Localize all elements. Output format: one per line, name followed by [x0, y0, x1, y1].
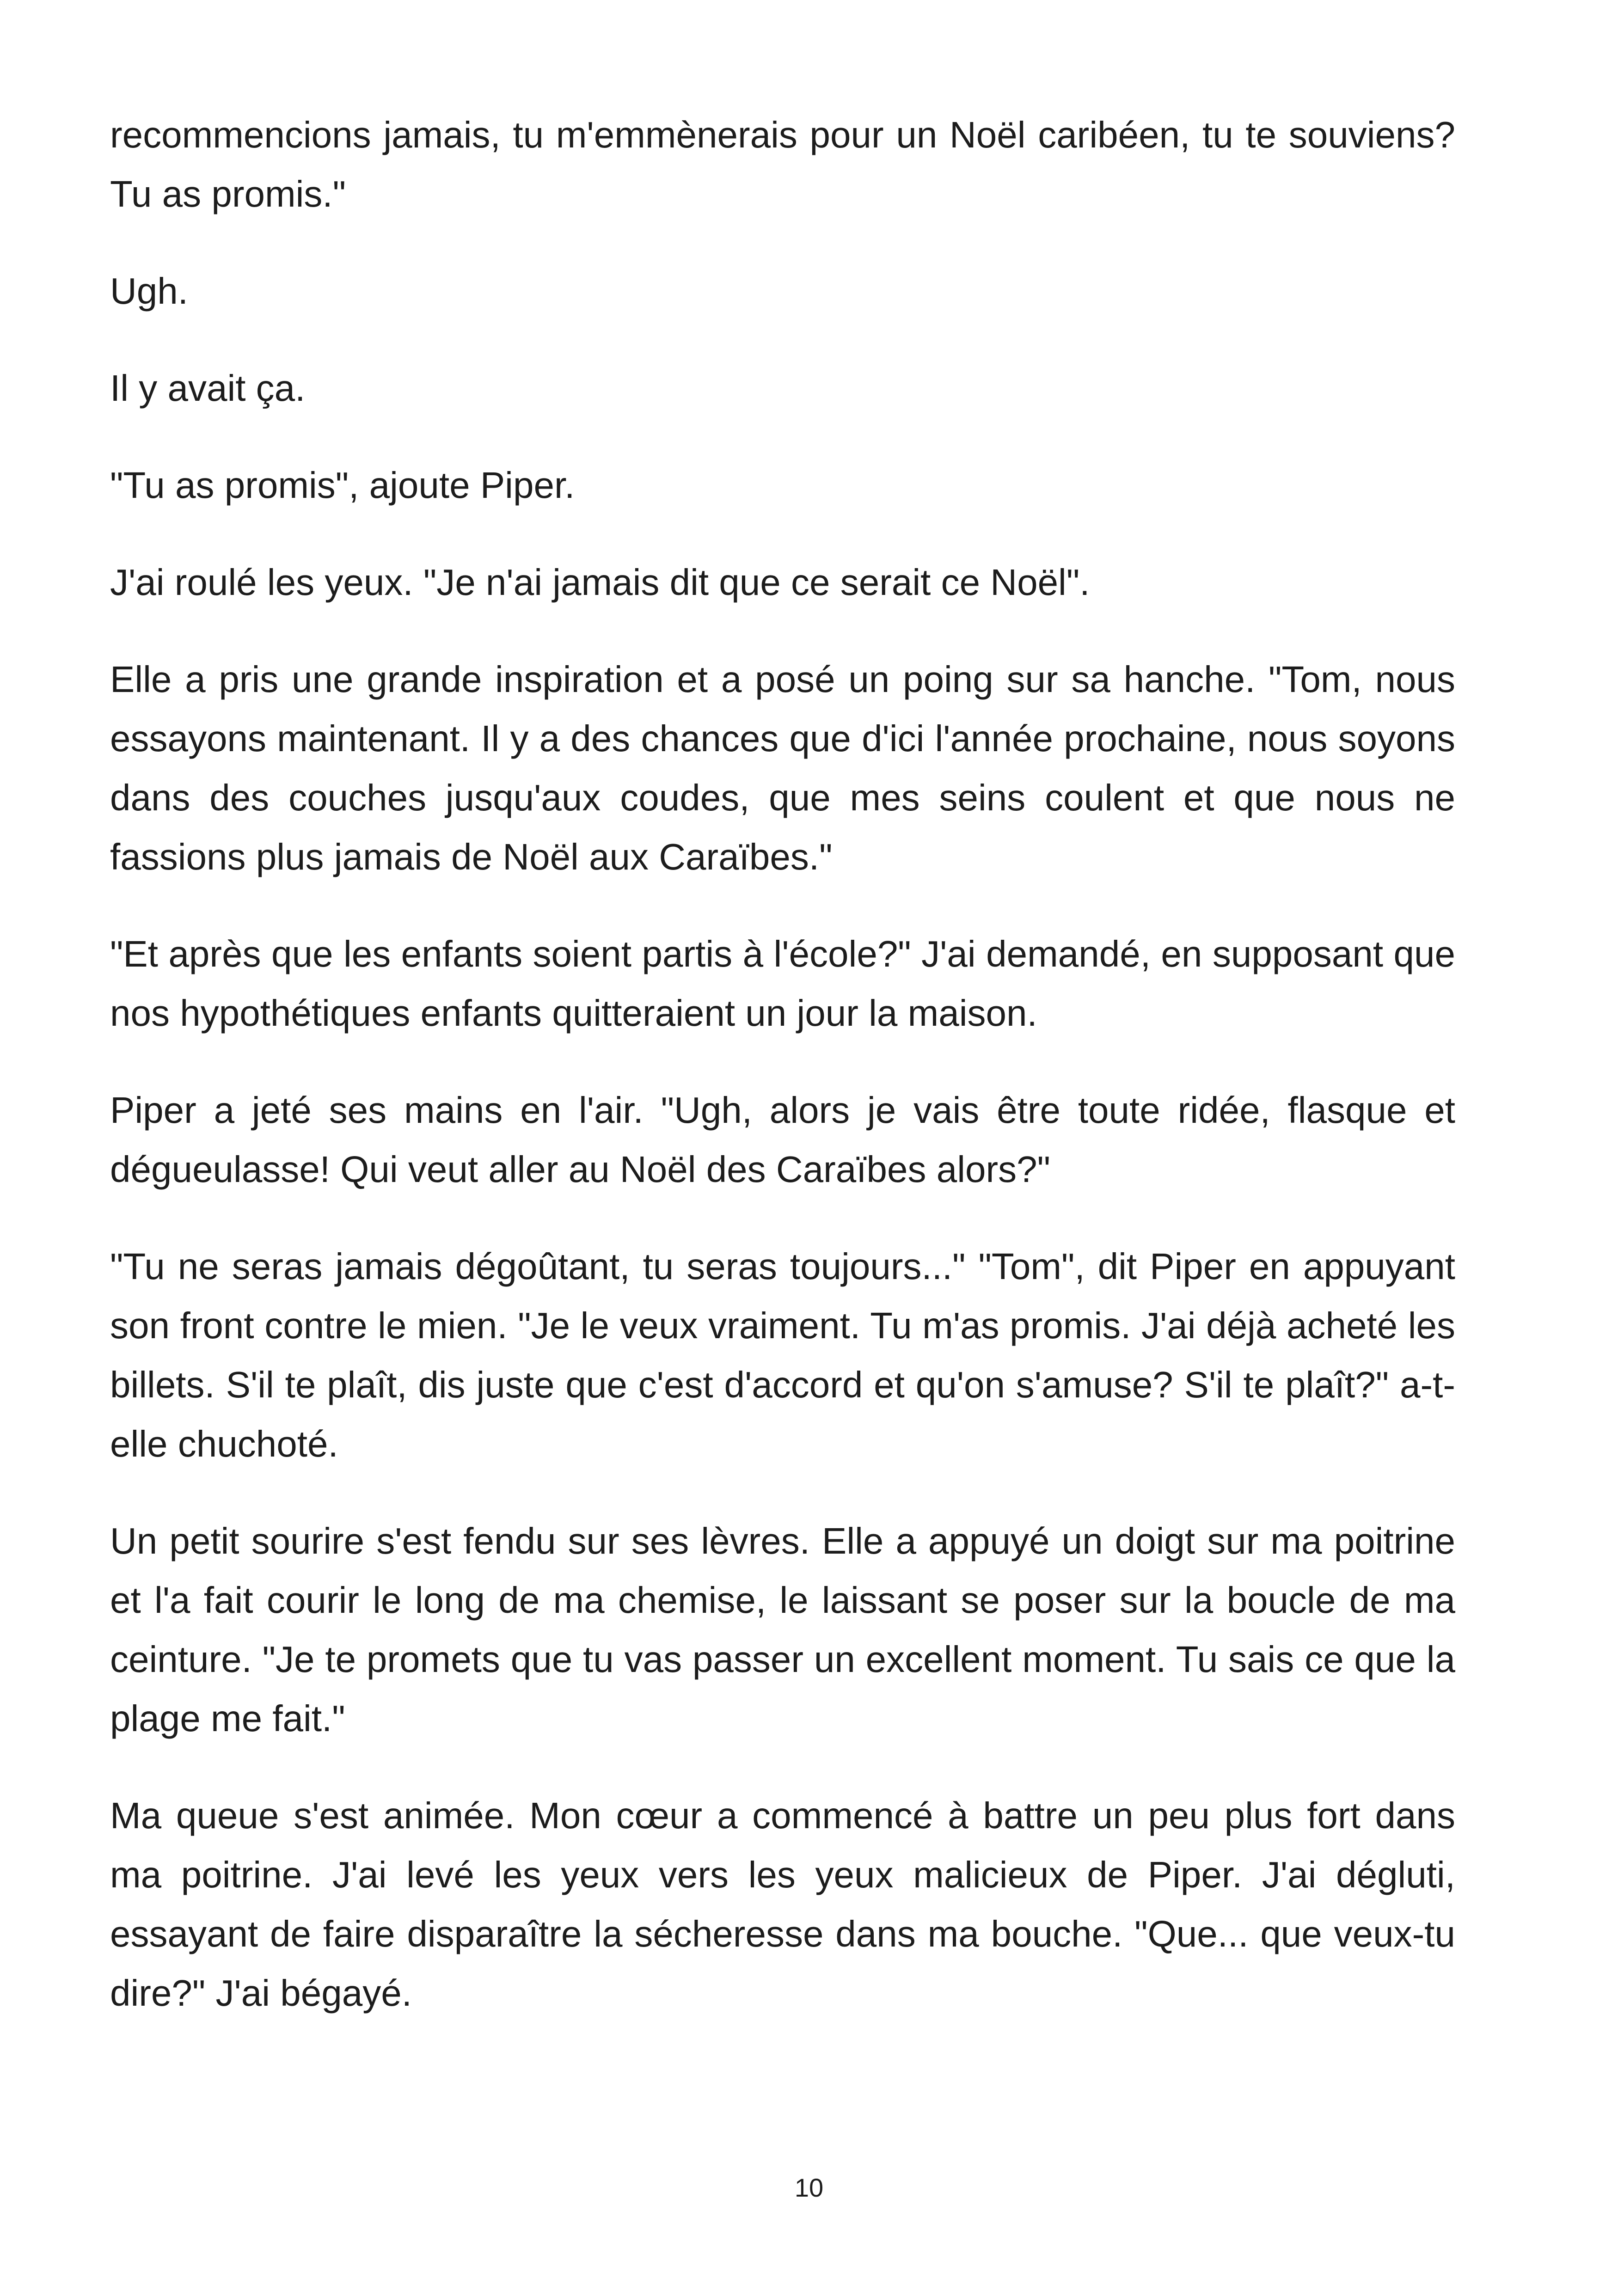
paragraph: Elle a pris une grande inspiration et a posé un poing sur sa hanche. "Tom, nous essayons maintenant. Il y a des chances que d'ici l'année prochaine, nous soyons dans des couches jusqu'aux coudes, que mes seins coulent et que nous ne fassions plus jamais de Noël aux Caraïbes.": [110, 659, 1455, 877]
paragraph: Ugh.: [110, 270, 188, 312]
paragraph: Un petit sourire s'est fendu sur ses lèvres. Elle a appuyé un doigt sur ma poitrine et l'a fait courir le long de ma chemise, le laissant se poser sur la boucle de ma ceinture. "Je te promets que tu vas passer un excellent moment. Tu sais ce que la plage me fait.": [110, 1520, 1455, 1739]
page-number: 10: [794, 2173, 824, 2202]
paragraph: "Et après que les enfants soient partis à l'école?" J'ai demandé, en supposant que nos hypothétiques enfants quitteraient un jour la maison.: [110, 933, 1455, 1034]
paragraph: Piper a jeté ses mains en l'air. "Ugh, alors je vais être toute ridée, flasque et dégueulasse! Qui veut aller au Noël des Caraïbes alors?": [110, 1090, 1455, 1190]
paragraph: "Tu ne seras jamais dégoûtant, tu seras toujours..." "Tom", dit Piper en appuyant son front contre le mien. "Je le veux vraiment. Tu m'as promis. J'ai déjà acheté les billets. S'il te plaît, dis juste que c'est d'accord et qu'on s'amuse? S'il te plaît?" a-t-elle chuchoté.: [110, 1246, 1455, 1464]
paragraph: Il y avait ça.: [110, 367, 306, 409]
paragraph: Ma queue s'est animée. Mon cœur a commencé à battre un peu plus fort dans ma poitrine. J'ai levé les yeux vers les yeux malicieux de Piper. J'ai dégluti, essayant de faire disparaître la sécheresse dans ma bouche. "Que... que veux-tu dire?" J'ai bégayé.: [110, 1795, 1455, 2014]
page-body: [110, 105, 1455, 2061]
paragraph: J'ai roulé les yeux. "Je n'ai jamais dit que ce serait ce Noël".: [110, 562, 1090, 603]
paragraph: "Tu as promis", ajoute Piper.: [110, 465, 575, 506]
paragraph: recommencions jamais, tu m'emmènerais pour un Noël caribéen, tu te souviens? Tu as promis.": [110, 114, 1455, 214]
